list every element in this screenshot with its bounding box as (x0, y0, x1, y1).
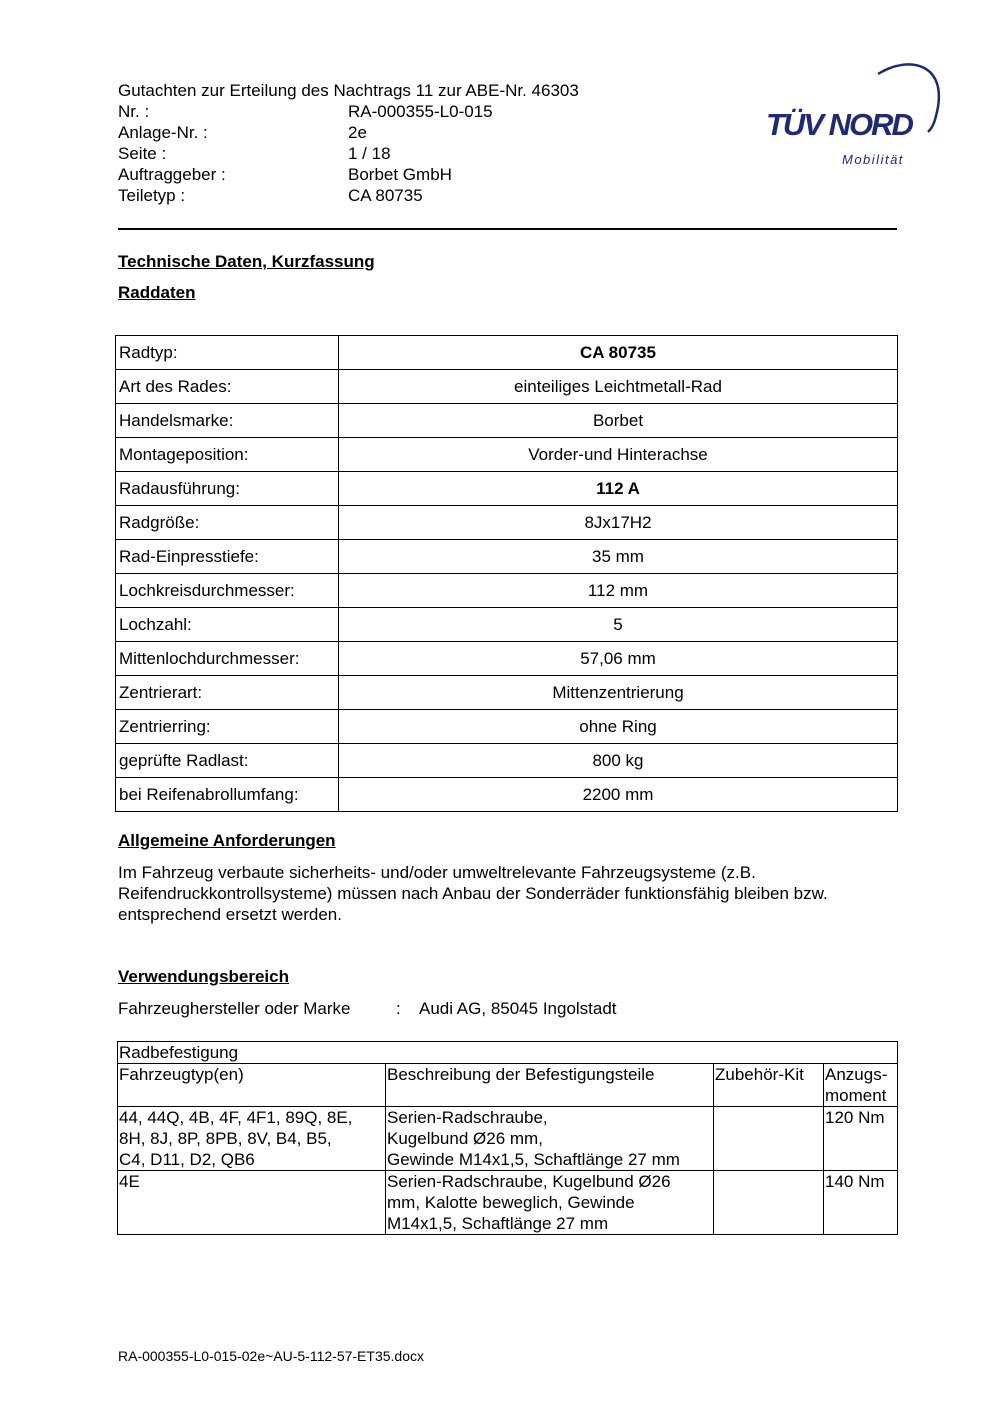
header-divider (118, 228, 897, 230)
header-row-teiletyp: Teiletyp : CA 80735 (118, 186, 423, 205)
verwendung-row: Fahrzeughersteller oder Marke : Audi AG, 85045 Ingolstadt (118, 999, 617, 1018)
table-row: Mittenlochdurchmesser: 57,06 mm (116, 642, 898, 676)
table-row: Lochzahl: 5 (116, 608, 898, 642)
table-header-row: Fahrzeugtyp(en) Beschreibung der Befestigungsteile Zubehör-Kit Anzugs- moment (118, 1064, 898, 1107)
raddaten-table (115, 335, 898, 812)
footer-filename: RA-000355-L0-015-02e~AU-5-112-57-ET35.docx (118, 1348, 424, 1364)
allgemeine-anforderungen-text: Im Fahrzeug verbaute sicherheits- und/oder umweltrelevante Fahrzeugsysteme (z.B. Reifendruckkontrollsysteme) müssen nach Anbau der Sonderräder funktionsfähig bleiben bzw. entsprechend ersetzt werden. (118, 863, 828, 924)
heading-verwendungsbereich: Verwendungsbereich (118, 967, 289, 986)
table-row: Radausführung: 112 A (116, 472, 898, 506)
heading-allgemeine-anforderungen: Allgemeine Anforderungen (118, 831, 336, 850)
radbefestigung-table (117, 1041, 898, 1235)
tuv-nord-logo-graphic (760, 58, 960, 178)
header-row-nr: Nr. : RA-000355-L0-015 (118, 102, 493, 121)
table-row: bei Reifenabrollumfang: 2200 mm (116, 778, 898, 812)
svg-text:TÜV NORD: TÜV NORD (766, 107, 912, 142)
table-row: 44, 44Q, 4B, 4F, 4F1, 89Q, 8E, 8H, 8J, 8P, 8PB, 8V, B4, B5, C4, D11, D2, QB6 Serien-Radschraube, Kugelbund Ø26 mm, Gewinde M14x1,5, Schaftlänge 27 mm 120 Nm (118, 1107, 898, 1171)
table-row: Rad-Einpresstiefe: 35 mm (116, 540, 898, 574)
table-row: Radgröße: 8Jx17H2 (116, 506, 898, 540)
table-row: Radtyp: CA 80735 (116, 336, 898, 370)
table-row: geprüfte Radlast: 800 kg (116, 744, 898, 778)
report-title: Gutachten zur Erteilung des Nachtrags 11 zur ABE-Nr. 46303 (118, 81, 579, 100)
table-row: Handelsmarke: Borbet (116, 404, 898, 438)
tuv-nord-logo (760, 58, 960, 178)
table-row: Art des Rades: einteiliges Leichtmetall-Rad (116, 370, 898, 404)
header-row-auftraggeber: Auftraggeber : Borbet GmbH (118, 165, 452, 184)
table-caption-row: Radbefestigung (118, 1042, 898, 1064)
document-header (118, 80, 579, 206)
table-row: 4E Serien-Radschraube, Kugelbund Ø26 mm, Kalotte beweglich, Gewinde M14x1,5, Schaftlänge 27 mm 140 Nm (118, 1171, 898, 1235)
header-row-seite: Seite : 1 / 18 (118, 144, 391, 163)
header-row-anlage: Anlage-Nr. : 2e (118, 123, 367, 142)
table-row: Zentrierart: Mittenzentrierung (116, 676, 898, 710)
logo-subtitle: Mobilität (842, 152, 904, 167)
table-row: Zentrierring: ohne Ring (116, 710, 898, 744)
table-row: Lochkreisdurchmesser: 112 mm (116, 574, 898, 608)
table-row: Montageposition: Vorder-und Hinterachse (116, 438, 898, 472)
heading-raddaten: Raddaten (118, 283, 196, 302)
heading-technische-daten: Technische Daten, Kurzfassung (118, 252, 375, 271)
